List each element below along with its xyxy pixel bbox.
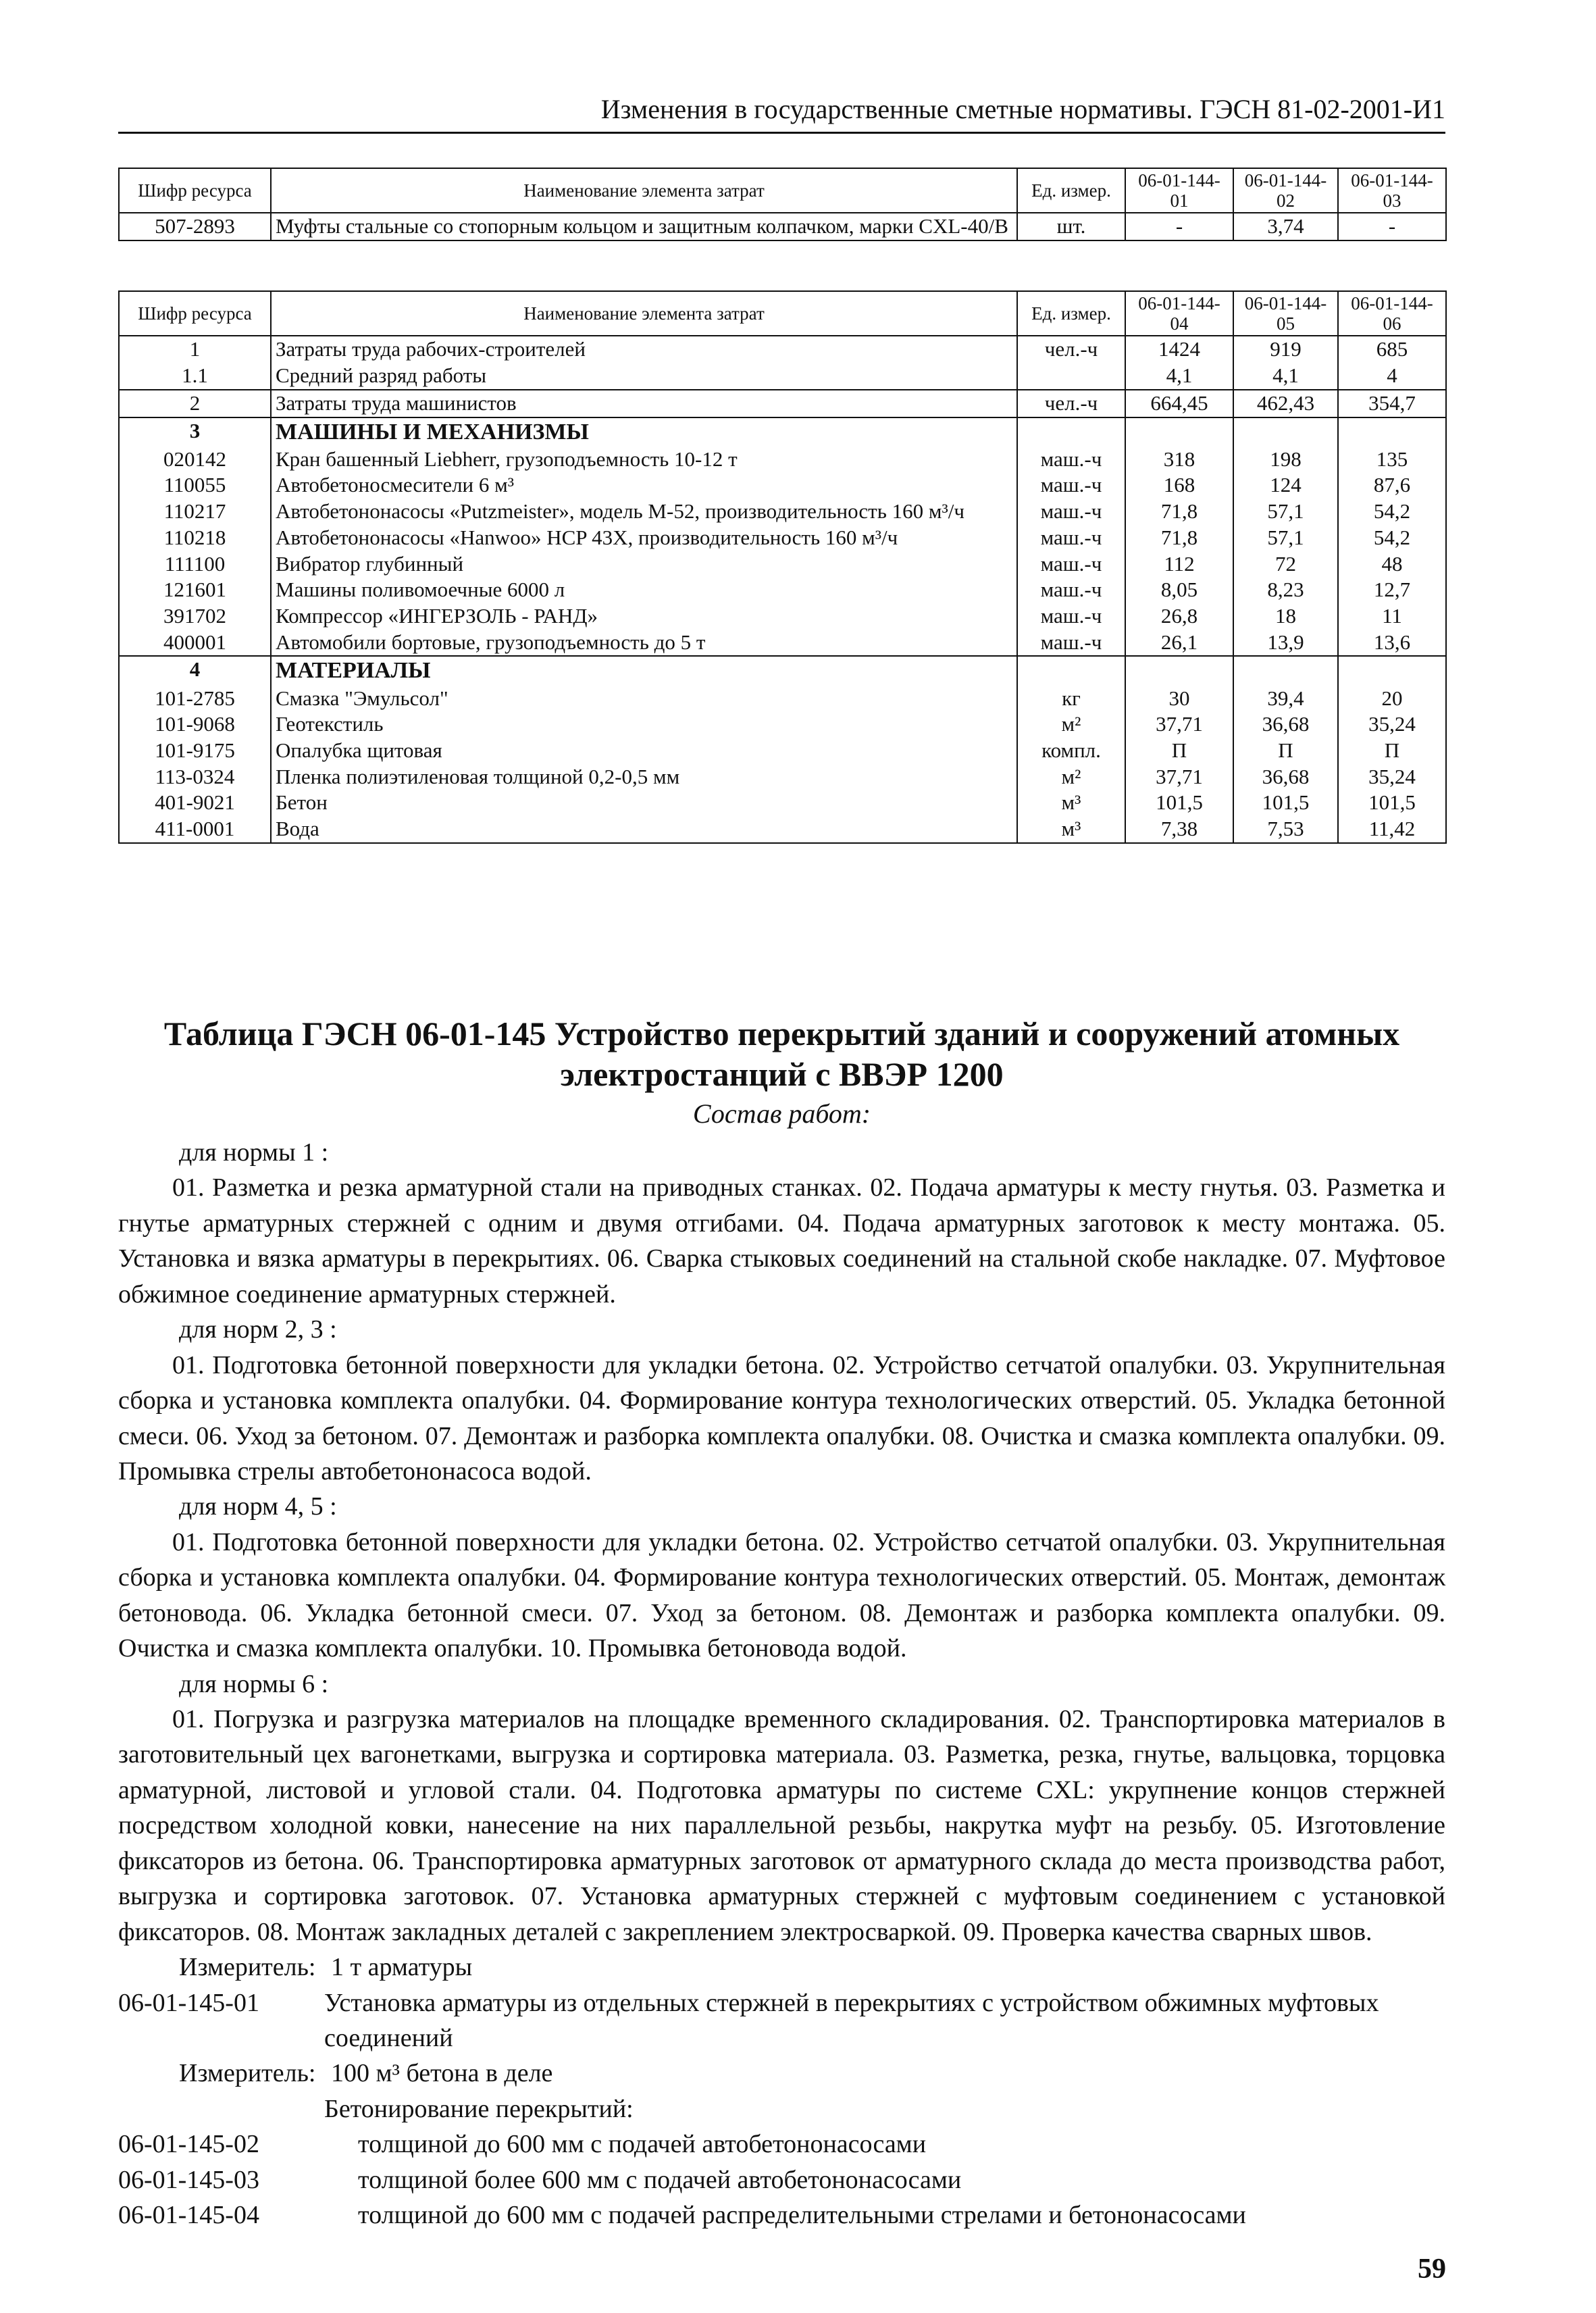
cell-value: П [1125, 738, 1233, 764]
norm-text: толщиной до 600 мм с подачей распределительными стрелами и бетононасосами [358, 2201, 1246, 2230]
works-text: 01. Подготовка бетонной поверхности для укладки бетона. 02. Устройство сетчатой опалубки. 03. Укрупнительная сборка и установка комплекта опалубки. 04. Формирование контура технологических отверстий. 05. Укладка бетонной смеси. 06. Уход за бетоном. 07. Демонтаж и разборка комплекта опалубки. 08. Очистка и смазка комплекта опалубки. 09. Промывка стрелы автобетононасоса водой. [118, 1350, 1445, 1485]
cell-value: 101,5 [1338, 790, 1446, 816]
cell-name: Затраты труда машинистов [271, 390, 1017, 417]
cell-code: 101-9175 [119, 738, 271, 764]
cell-value: 18 [1233, 603, 1338, 630]
cell-value: 36,68 [1233, 711, 1338, 738]
measure-value: 100 м³ бетона в деле [331, 2059, 553, 2088]
cell-name: Средний разряд работы [271, 363, 1017, 390]
cell-value: - [1338, 213, 1446, 240]
cell-unit [1017, 656, 1125, 685]
cell-value: 101,5 [1233, 790, 1338, 816]
cell-unit: кг [1017, 686, 1125, 712]
cell-value [1125, 656, 1233, 685]
measure-row [118, 1950, 1445, 1985]
cell-value: - [1125, 213, 1233, 240]
norm-row [118, 2127, 1445, 2162]
col-header-code: Шифр ресурса [119, 291, 271, 336]
cell-value: 71,8 [1125, 525, 1233, 551]
cell-unit: маш.-ч [1017, 630, 1125, 657]
cell-value: 4,1 [1233, 363, 1338, 390]
table-row [119, 336, 1446, 363]
norm-text: толщиной более 600 мм с подачей автобетононасосами [358, 2165, 962, 2194]
cell-value: 54,2 [1338, 499, 1446, 525]
cell-value: 48 [1338, 551, 1446, 578]
col-header-unit: Ед. измер. [1017, 168, 1125, 213]
table-row [119, 417, 1446, 447]
cell-value: 35,24 [1338, 711, 1446, 738]
cell-name: Затраты труда рабочих-строителей [271, 336, 1017, 363]
norm-text: Установка арматуры из отдельных стержней в перекрытиях с устройством обжимных муфтовых соединений [324, 1988, 1379, 2052]
works-label: для норм 4, 5 : [179, 1492, 337, 1521]
cell-value: 101,5 [1125, 790, 1233, 816]
cell-name: Геотекстиль [271, 711, 1017, 738]
cell-name: Компрессор «ИНГЕРЗОЛЬ - РАНД» [271, 603, 1017, 630]
cell-value: 198 [1233, 447, 1338, 473]
cell-value: 664,45 [1125, 390, 1233, 417]
cell-name: Пленка полиэтиленовая толщиной 0,2-0,5 мм [271, 764, 1017, 790]
col-header-name: Наименование элемента затрат [271, 291, 1017, 336]
cell-name: Смазка "Эмульсол" [271, 686, 1017, 712]
cell-name: Автобетононасосы «Hanwoo» HCP 43X, производительность 160 м³/ч [271, 525, 1017, 551]
cell-unit: маш.-ч [1017, 499, 1125, 525]
cell-unit: маш.-ч [1017, 551, 1125, 578]
cell-code: 400001 [119, 630, 271, 657]
cell-value: 11,42 [1338, 816, 1446, 843]
cell-code: 101-9068 [119, 711, 271, 738]
cell-unit: маш.-ч [1017, 472, 1125, 499]
cell-value: 124 [1233, 472, 1338, 499]
table-row [119, 499, 1446, 525]
cell-name: Машины поливомоечные 6000 л [271, 577, 1017, 603]
cell-value: 57,1 [1233, 499, 1338, 525]
cell-value: 8,05 [1125, 577, 1233, 603]
cell-value: 36,68 [1233, 764, 1338, 790]
table-row [119, 390, 1446, 417]
cell-code: 3 [119, 417, 271, 447]
cell-code: 2 [119, 390, 271, 417]
cell-code: 401-9021 [119, 790, 271, 816]
cell-code: 110218 [119, 525, 271, 551]
cell-code: 507-2893 [119, 213, 271, 240]
table-row [119, 630, 1446, 657]
col-header-norm: 06-01-144-02 [1233, 168, 1338, 213]
cell-unit [1017, 417, 1125, 447]
works-description [118, 1135, 1445, 2233]
table-row [119, 213, 1446, 240]
cell-code: 4 [119, 656, 271, 685]
works-label: для нормы 6 : [179, 1669, 329, 1698]
cell-value: 7,38 [1125, 816, 1233, 843]
cell-value: 35,24 [1338, 764, 1446, 790]
cell-code: 020142 [119, 447, 271, 473]
col-header-unit: Ед. измер. [1017, 291, 1125, 336]
works-text: 01. Разметка и резка арматурной стали на приводных станках. 02. Подача арматуры к месту гнутья. 03. Разметка и гнутье арматурных стержней с одним и двумя отгибами. 04. Подача арматурных заготовок к месту монтажа. 05. Установка и вязка арматуры в перекрытиях. 06. Сварка стыковых соединений на стальной скобе накладке. 07. Муфтовое обжимное соединение арматурных стержней. [118, 1173, 1445, 1308]
norm-row [118, 2197, 1445, 2233]
cell-name: Автомобили бортовые, грузоподъемность до 5 т [271, 630, 1017, 657]
table-row [119, 656, 1446, 685]
cell-code: 110217 [119, 499, 271, 525]
cell-name: Бетон [271, 790, 1017, 816]
cell-unit: м³ [1017, 790, 1125, 816]
cell-value: 112 [1125, 551, 1233, 578]
cell-code: 121601 [119, 577, 271, 603]
cell-unit: чел.-ч [1017, 390, 1125, 417]
cell-name: Опалубка щитовая [271, 738, 1017, 764]
cell-value: 39,4 [1233, 686, 1338, 712]
cell-value: 3,74 [1233, 213, 1338, 240]
table-row [119, 816, 1446, 843]
cell-value: 168 [1125, 472, 1233, 499]
cell-value: 685 [1338, 336, 1446, 363]
works-text: 01. Подготовка бетонной поверхности для укладки бетона. 02. Устройство сетчатой опалубки. 03. Укрупнительная сборка и установка комплекта опалубки. 04. Формирование контура технологических отверстий. 05. Монтаж, демонтаж бетоновода. 06. Укладка бетонной смеси. 07. Уход за бетоном. 08. Демонтаж и разборка комплекта опалубки. 09. Очистка и смазка комплекта опалубки. 10. Промывка бетоновода водой. [118, 1527, 1445, 1663]
cell-code: 113-0324 [119, 764, 271, 790]
cell-unit: маш.-ч [1017, 525, 1125, 551]
cell-value: 26,1 [1125, 630, 1233, 657]
cell-code: 1.1 [119, 363, 271, 390]
cell-unit: м² [1017, 711, 1125, 738]
table-row [119, 764, 1446, 790]
norm-row [118, 2162, 1445, 2197]
cell-unit: маш.-ч [1017, 603, 1125, 630]
col-header-norm: 06-01-144-03 [1338, 168, 1446, 213]
table-row [119, 738, 1446, 764]
cell-value: 135 [1338, 447, 1446, 473]
cell-unit: шт. [1017, 213, 1125, 240]
table-row [119, 472, 1446, 499]
norm-row [118, 1985, 1445, 2056]
table-row [119, 686, 1446, 712]
cell-value: 11 [1338, 603, 1446, 630]
norm-code: 06-01-145-01 [118, 1988, 259, 2017]
table-row [119, 525, 1446, 551]
cell-name: МАШИНЫ И МЕХАНИЗМЫ [271, 417, 1017, 447]
cell-value [1125, 417, 1233, 447]
cell-unit: м³ [1017, 816, 1125, 843]
cell-value [1338, 417, 1446, 447]
cell-value: 87,6 [1338, 472, 1446, 499]
table-row [119, 363, 1446, 390]
cell-value: 26,8 [1125, 603, 1233, 630]
cell-code: 101-2785 [119, 686, 271, 712]
cell-value: 318 [1125, 447, 1233, 473]
cell-value: П [1338, 738, 1446, 764]
group-spacer [118, 2091, 321, 2127]
table-row [119, 711, 1446, 738]
cell-name: Автобетоносмесители 6 м³ [271, 472, 1017, 499]
col-header-norm: 06-01-144-06 [1338, 291, 1446, 336]
cell-name: Вода [271, 816, 1017, 843]
cell-name: Вибратор глубинный [271, 551, 1017, 578]
group-label: Бетонирование перекрытий: [324, 2094, 634, 2123]
cell-unit [1017, 363, 1125, 390]
cell-code: 110055 [119, 472, 271, 499]
cell-value: 12,7 [1338, 577, 1446, 603]
page-header: Изменения в государственные сметные нормативы. ГЭСН 81-02-2001-И1 [118, 93, 1445, 134]
cell-unit: маш.-ч [1017, 447, 1125, 473]
works-text: 01. Погрузка и разгрузка материалов на площадке временного складирования. 02. Транспортировка материалов в заготовительный цех вагонетками, выгрузка и сортировка материала. 03. Разметка, резка, гнутье, вальцовка, торцовка арматурной, листовой и угловой стали. 04. Подготовка арматуры по системе CXL: укрупнение концов стержней посредством холодной ковки, нанесение на них параллельной резьбы, накрутка муфт на резьбу. 05. Изготовление фиксаторов из бетона. 06. Транспортировка арматурных заготовок от арматурного склада до места производства работ, выгрузка и сортировка заготовок. 07. Установка арматурных стержней с муфтовым соединением с установкой фиксаторов. 08. Монтаж закладных деталей с закреплением электросваркой. 09. Проверка качества сварных швов. [118, 1705, 1445, 1946]
cell-value: 37,71 [1125, 711, 1233, 738]
table-row [119, 551, 1446, 578]
section-title: Таблица ГЭСН 06-01-145 Устройство перекрытий зданий и сооружений атомных электростанций с ВВЭР 1200 [163, 1015, 1400, 1093]
cell-code: 391702 [119, 603, 271, 630]
cell-name: МАТЕРИАЛЫ [271, 656, 1017, 685]
norm-code: 06-01-145-02 [118, 2130, 259, 2159]
cell-value [1233, 417, 1338, 447]
cell-code: 111100 [119, 551, 271, 578]
group-row [118, 2091, 1445, 2127]
norm-code: 06-01-145-03 [118, 2165, 259, 2194]
cell-unit: м² [1017, 764, 1125, 790]
cell-value: 37,71 [1125, 764, 1233, 790]
cell-value: 20 [1338, 686, 1446, 712]
table-row [119, 447, 1446, 473]
measure-row [118, 2056, 1445, 2091]
cell-value: П [1233, 738, 1338, 764]
cell-value: 13,6 [1338, 630, 1446, 657]
cell-value: 54,2 [1338, 525, 1446, 551]
table-header-row [119, 168, 1446, 213]
cell-unit: маш.-ч [1017, 577, 1125, 603]
table-row [119, 577, 1446, 603]
resource-table-1 [118, 168, 1447, 241]
cell-value: 462,43 [1233, 390, 1338, 417]
cell-value: 57,1 [1233, 525, 1338, 551]
cell-unit: чел.-ч [1017, 336, 1125, 363]
resource-table-2 [118, 290, 1447, 844]
col-header-norm: 06-01-144-04 [1125, 291, 1233, 336]
measure-value: 1 т арматуры [331, 1953, 473, 1982]
cell-value: 71,8 [1125, 499, 1233, 525]
cell-value: 4,1 [1125, 363, 1233, 390]
cell-name: Автобетононасосы «Putzmeister», модель M-52, производительность 160 м³/ч [271, 499, 1017, 525]
works-label: для нормы 1 : [179, 1138, 329, 1167]
col-header-norm: 06-01-144-01 [1125, 168, 1233, 213]
norm-text: толщиной до 600 мм с подачей автобетононасосами [358, 2130, 927, 2159]
works-subtitle: Состав работ: [692, 1098, 871, 1129]
works-label: для норм 2, 3 : [179, 1315, 337, 1344]
cell-value: 72 [1233, 551, 1338, 578]
cell-value: 354,7 [1338, 390, 1446, 417]
col-header-norm: 06-01-144-05 [1233, 291, 1338, 336]
cell-value: 30 [1125, 686, 1233, 712]
table-row [119, 790, 1446, 816]
cell-value: 4 [1338, 363, 1446, 390]
measure-label: Измеритель: [179, 2059, 316, 2088]
cell-name: Кран башенный Liebherr, грузоподъемность 10-12 т [271, 447, 1017, 473]
cell-value: 8,23 [1233, 577, 1338, 603]
cell-value: 7,53 [1233, 816, 1338, 843]
cell-value: 919 [1233, 336, 1338, 363]
cell-code: 1 [119, 336, 271, 363]
norm-code: 06-01-145-04 [118, 2201, 259, 2230]
col-header-name: Наименование элемента затрат [271, 168, 1017, 213]
page-number: 59 [1418, 2254, 1446, 2285]
table-header-row [119, 291, 1446, 336]
cell-value: 13,9 [1233, 630, 1338, 657]
measure-label: Измеритель: [179, 1953, 316, 1982]
cell-value: 1424 [1125, 336, 1233, 363]
table-row [119, 603, 1446, 630]
cell-value [1233, 656, 1338, 685]
cell-value [1338, 656, 1446, 685]
col-header-code: Шифр ресурса [119, 168, 271, 213]
cell-code: 411-0001 [119, 816, 271, 843]
cell-name: Муфты стальные со стопорным кольцом и защитным колпачком, марки CXL-40/B [271, 213, 1017, 240]
cell-unit: компл. [1017, 738, 1125, 764]
